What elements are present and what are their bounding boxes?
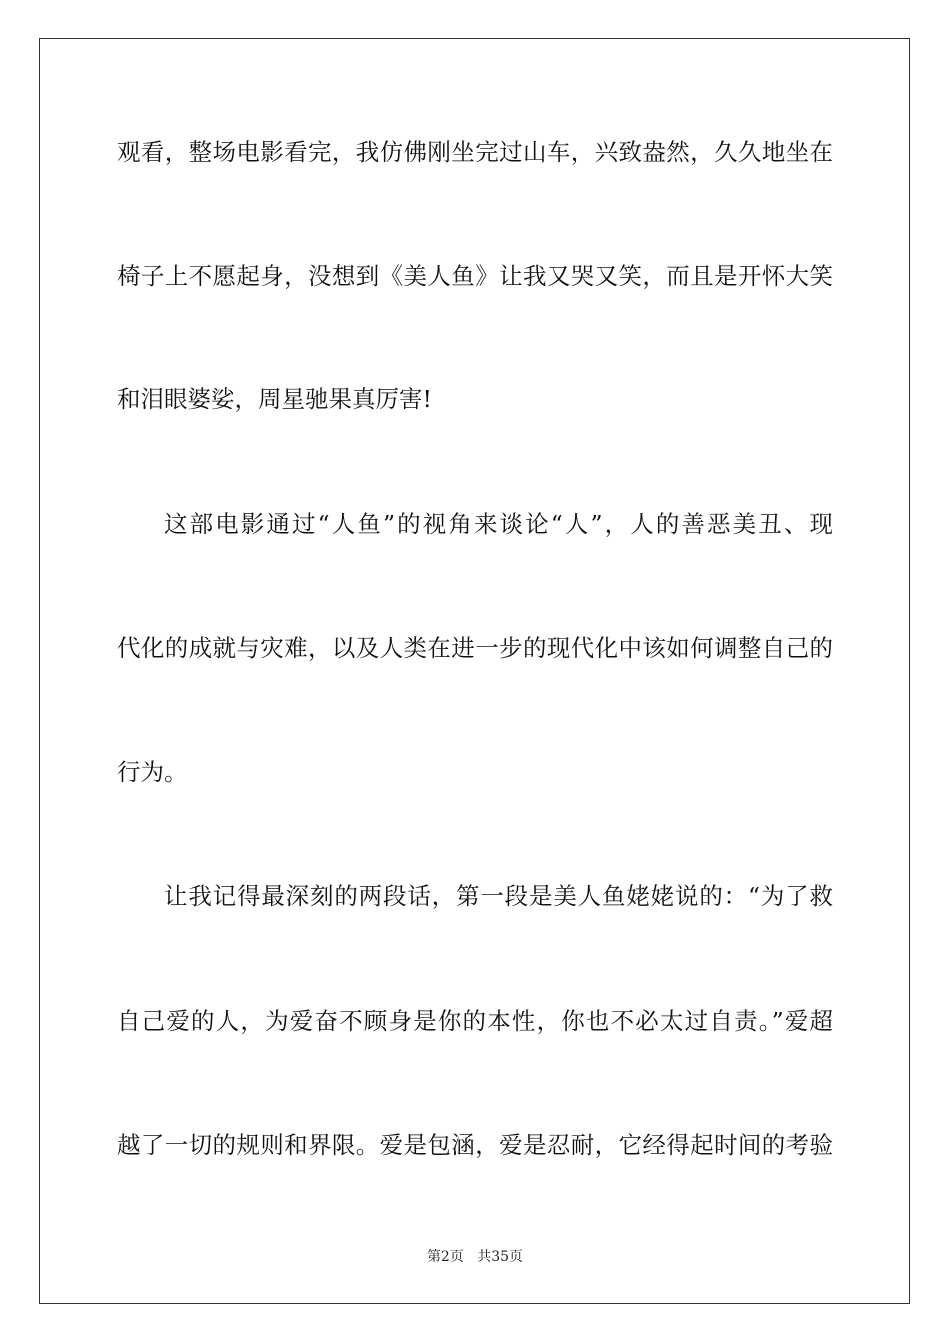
body-text-line: 这部电影通过“人鱼”的视角来谈论“人”，人的善恶美丑、现: [164, 510, 833, 538]
body-text-line: 自己爱的人，为爱奋不顾身是你的本性，你也不必太过自责。”爱超: [117, 1007, 833, 1035]
body-text-line: 让我记得最深刻的两段话，第一段是美人鱼姥姥说的：“为了救: [164, 882, 833, 910]
page-footer: [0, 1248, 950, 1266]
body-text-line: 和泪眼婆娑，周星驰果真厉害!: [117, 385, 432, 413]
body-text-line: 越了一切的规则和界限。爱是包涵，爱是忍耐，它经得起时间的考验: [117, 1131, 833, 1159]
body-text-line: 观看，整场电影看完，我仿佛刚坐完过山车，兴致盎然，久久地坐在: [117, 138, 833, 166]
total-pages: 共35页: [477, 1249, 524, 1265]
body-text-line: 代化的成就与灾难，以及人类在进一步的现代化中该如何调整自己的: [117, 634, 833, 662]
page-border: [39, 38, 910, 1304]
body-text-line: 行为。: [117, 758, 188, 786]
body-text-line: 椅子上不愿起身，没想到《美人鱼》让我又哭又笑，而且是开怀大笑: [117, 262, 833, 290]
page-number: 第2页: [426, 1249, 464, 1265]
